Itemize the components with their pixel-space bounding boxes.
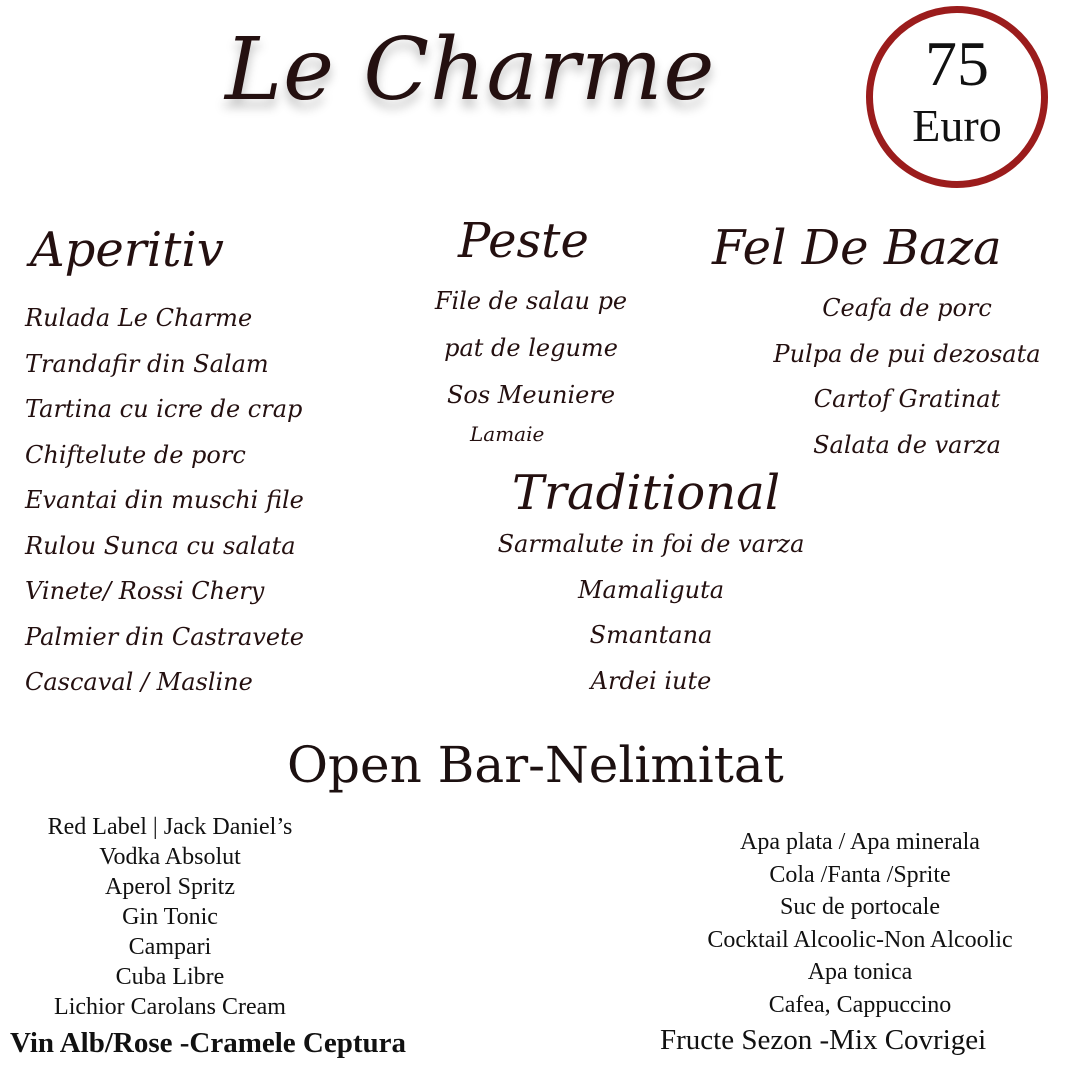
list-item: Gin Tonic	[122, 904, 218, 930]
list-item: Rulada Le Charme	[25, 304, 253, 332]
list-item: Red Label | Jack Daniel’s	[47, 814, 293, 840]
list-item: pat de legume	[444, 334, 618, 362]
open-bar-left-footer: Vin Alb/Rose -Cramele Ceptura	[10, 1027, 407, 1059]
list-item: Campari	[128, 934, 212, 960]
list-item: Cola /Fanta /Sprite	[769, 861, 951, 888]
menu-title: Le Charme	[225, 20, 716, 120]
list-item: Trandafir din Salam	[25, 349, 269, 378]
list-item: Cocktail Alcoolic-Non Alcoolic	[707, 926, 1013, 953]
list-item: Pulpa de pui dezosata	[773, 339, 1041, 368]
traditional-heading: Traditional	[512, 465, 781, 521]
list-item: Ardei iute	[590, 666, 712, 695]
list-item: Lichior Carolans Cream	[54, 994, 286, 1020]
price-badge	[866, 6, 1048, 188]
list-item: Aperol Spritz	[105, 874, 235, 900]
list-item: Chiftelute de porc	[25, 440, 246, 469]
price-amount: 75	[925, 28, 989, 99]
list-item: Apa plata / Apa minerala	[740, 829, 980, 855]
aperitiv-list	[25, 296, 304, 706]
list-item: File de salau pe	[434, 287, 628, 315]
open-bar-left-list	[20, 812, 320, 1022]
fel-de-baza-list	[762, 286, 1052, 468]
list-item: Vodka Absolut	[99, 844, 241, 870]
fel-de-baza-heading: Fel De Baza	[712, 220, 1002, 276]
open-bar-title: Open Bar-Nelimitat	[287, 736, 784, 794]
list-item: Apa tonica	[807, 959, 913, 985]
list-item: Ceafa de porc	[822, 294, 992, 322]
list-item: Cascaval / Masline	[25, 668, 253, 696]
peste-list	[418, 278, 644, 449]
price-currency: Euro	[912, 100, 1002, 151]
traditional-list	[486, 522, 816, 704]
open-bar-right-list	[700, 826, 1020, 1021]
aperitiv-heading: Aperitiv	[30, 222, 224, 278]
open-bar-right-footer: Fructe Sezon -Mix Covrigei	[660, 1024, 987, 1056]
list-item: Cuba Libre	[115, 964, 225, 990]
list-item: Mamaliguta	[577, 575, 725, 604]
list-item: Lamaie	[470, 422, 545, 446]
list-item: Salata de varza	[813, 430, 1001, 459]
list-item: Vinete/ Rossi Chery	[25, 577, 265, 605]
list-item: Palmier din Castravete	[25, 622, 304, 651]
list-item: Cartof Gratinat	[813, 385, 1001, 413]
list-item: Sarmalute in foi de varza	[497, 530, 805, 558]
list-item: Suc de portocale	[780, 894, 940, 920]
list-item: Cafea, Cappuccino	[768, 991, 952, 1018]
list-item: Evantai din muschi file	[25, 486, 304, 514]
list-item: Smantana	[589, 621, 713, 649]
list-item: Rulou Sunca cu salata	[25, 531, 296, 560]
peste-heading: Peste	[458, 213, 589, 269]
list-item: Tartina cu icre de crap	[25, 395, 303, 423]
list-item: Sos Meuniere	[446, 381, 616, 409]
